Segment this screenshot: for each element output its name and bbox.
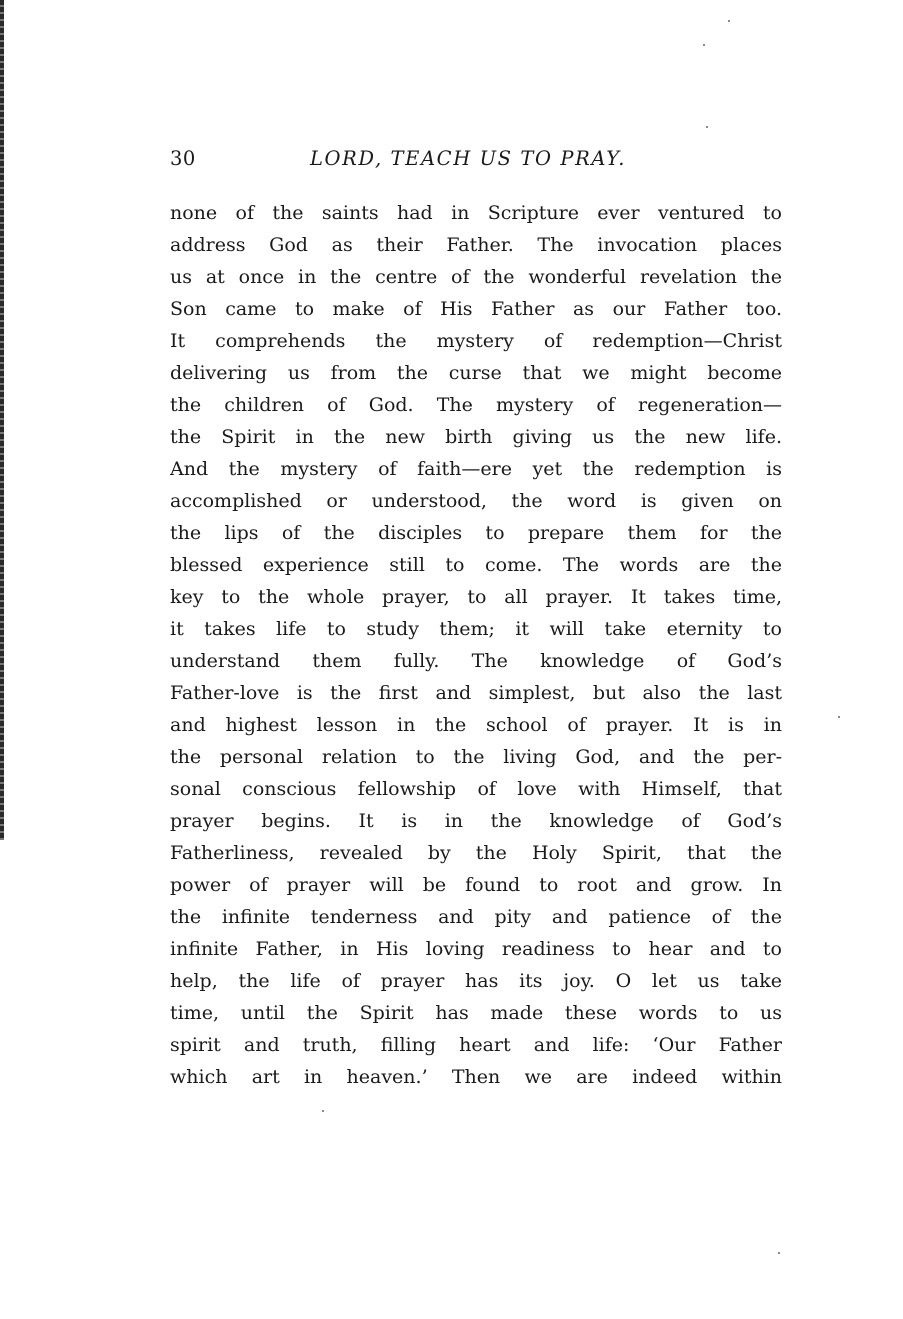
text-line: and highest lesson in the school of prayer. It is in: [170, 714, 782, 736]
text-line: which art in heaven.’ Then we are indeed within: [170, 1066, 782, 1088]
text-line: help, the life of prayer has its joy. O let us take: [170, 970, 782, 992]
scan-speck: [728, 20, 730, 22]
text-line: delivering us from the curse that we might become: [170, 362, 782, 384]
page-number: 30: [170, 147, 196, 170]
text-line: understand them fully. The knowledge of God’s: [170, 650, 782, 672]
text-line: the children of God. The mystery of regeneration—: [170, 394, 782, 416]
scan-left-edge: [0, 0, 4, 840]
body-text: [170, 197, 782, 1093]
scan-speck: [703, 44, 705, 46]
scan-speck: [322, 1110, 324, 1112]
text-line: sonal conscious fellowship of love with Himself, that: [170, 778, 782, 800]
scan-speck: [838, 716, 840, 718]
text-line: Fatherliness, revealed by the Holy Spirit, that the: [170, 842, 782, 864]
text-line: infinite Father, in His loving readiness to hear and to: [170, 938, 782, 960]
running-title: LORD, TEACH US TO PRAY.: [310, 147, 627, 170]
page-header: [170, 147, 782, 175]
text-line: accomplished or understood, the word is given on: [170, 490, 782, 512]
text-line: none of the saints had in Scripture ever ventured to: [170, 202, 782, 224]
text-line: prayer begins. It is in the knowledge of God’s: [170, 810, 782, 832]
text-line: the personal relation to the living God, and the per-: [170, 746, 782, 768]
text-line: the infinite tenderness and pity and patience of the: [170, 906, 782, 928]
text-line: time, until the Spirit has made these words to us: [170, 1002, 782, 1024]
text-line: the Spirit in the new birth giving us the new life.: [170, 426, 782, 448]
text-line: spirit and truth, filling heart and life: ‘Our Father: [170, 1034, 782, 1056]
text-line: It comprehends the mystery of redemption—Christ: [170, 330, 782, 352]
text-line: it takes life to study them; it will take eternity to: [170, 618, 782, 640]
text-line: address God as their Father. The invocation places: [170, 234, 782, 256]
scan-speck: [706, 126, 708, 128]
text-line: power of prayer will be found to root and grow. In: [170, 874, 782, 896]
text-line: the lips of the disciples to prepare them for the: [170, 522, 782, 544]
text-line: Father-love is the first and simplest, but also the last: [170, 682, 782, 704]
text-line: Son came to make of His Father as our Father too.: [170, 298, 782, 320]
scan-speck: [778, 1252, 780, 1254]
text-line: And the mystery of faith—ere yet the redemption is: [170, 458, 782, 480]
text-line: us at once in the centre of the wonderful revelation the: [170, 266, 782, 288]
text-line: key to the whole prayer, to all prayer. It takes time,: [170, 586, 782, 608]
text-line: blessed experience still to come. The words are the: [170, 554, 782, 576]
